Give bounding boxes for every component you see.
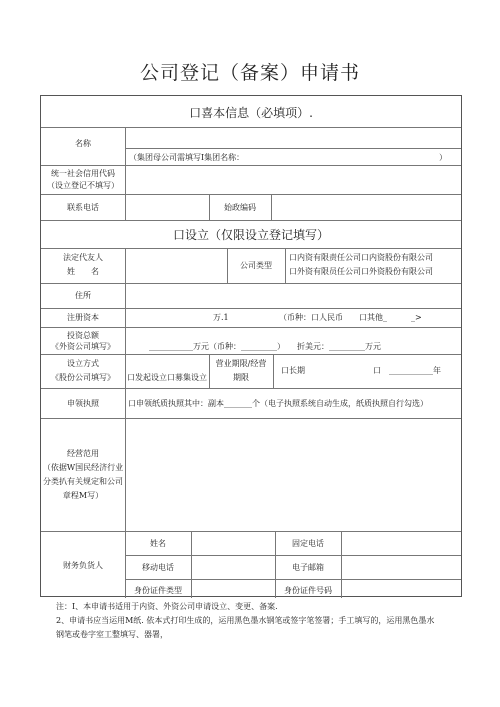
company-type-option-2[interactable]: 口外资有限员任公司口外资股份有限公司 [289,267,433,276]
company-type-option-1[interactable]: 口内资有限责任公司口内资股份有限公司 [289,253,433,262]
address-label: 住所 [75,291,91,300]
setup-mode-note: 《股份公司填写》 [51,373,115,382]
license-label: 申领执照 [67,399,99,408]
section-setup: 口设立（仅限设立登记填写） [172,228,329,242]
setup-mode-options[interactable]: 口发起设立口募集设立 [127,373,207,382]
phone-label: 联系电话 [67,203,99,212]
note-line-1: 注：I、本申请书适用于内资、外资公司申请设立、变更、备案. [56,602,278,611]
finance-id-type-label: 身份证件类型 [134,586,182,595]
legal-rep-name-label: 姓 名 [67,267,99,276]
finance-name-label: 姓名 [150,539,166,548]
capital-unit: 万.1 [213,313,229,322]
investment-value[interactable]: ___________万元（币种：_________） 折美元：_________万元 [149,342,381,351]
term-label: 营业期限/经营 [215,359,267,368]
term-label-2: 期限 [233,373,249,382]
scope-note-2: 分类扒有关规定和公司 [43,477,123,486]
company-type-label: 公司类型 [240,261,272,270]
name-input[interactable] [41,96,461,148]
application-form [40,95,462,597]
finance-email-label: 电子邮箱 [292,563,324,572]
postal-code-label: 始政编码 [224,203,256,212]
note-line-2: 2、申请书应当运用M纸. 依本式打印生成的，运用黑色墨水钢笔或签字笔签署；手工填写的，运用黑色墨水 [56,616,435,625]
finance-label: 财务负货人 [63,561,103,570]
group-name-hint-end: ） [439,153,447,162]
scope-note-1: （依据W国民经济行业 [42,463,124,472]
license-option[interactable]: 口申领纸质执照其中：副本_______个（电子执照系统自动生成，纸质执照自行勾选） [128,399,428,408]
legal-rep-label: 法定代友人 [63,253,103,262]
finance-id-no-label: 身份证件号码 [284,586,332,595]
group-name-hint: （集团母公司需填写I集团名称： [129,153,245,162]
capital-currency[interactable]: （币种：口人民币 口其他_ _> [279,313,422,322]
credit-code-label: 统一社会信用代码 [51,169,115,178]
investment-label: 投资总额 [67,331,99,340]
setup-mode-label: 设立方式 [67,359,99,368]
term-years-option[interactable]: 口 ___________年 [373,366,441,375]
note-line-3: 钢笔或卷字室工整填写、器署， [56,630,168,639]
form-title: 公司登记（备案）申请书 [139,62,360,84]
name-label: 名称 [75,139,91,148]
section-basic-info: 口喜本信息（必填项）. [189,106,313,120]
finance-fixed-phone-label: 固定电话 [292,539,324,548]
form-notes [56,600,466,642]
finance-mobile-label: 移动电话 [142,563,174,572]
investment-note: 《外资公司填写》 [51,342,115,351]
capital-label: 注册资本 [67,313,99,322]
scope-label: 经营范用 [67,449,99,458]
scope-note-3: 章程M写） [62,491,104,500]
credit-code-note: （设立登记不填写） [47,181,119,190]
term-long-option[interactable]: 口长期 [281,366,305,375]
